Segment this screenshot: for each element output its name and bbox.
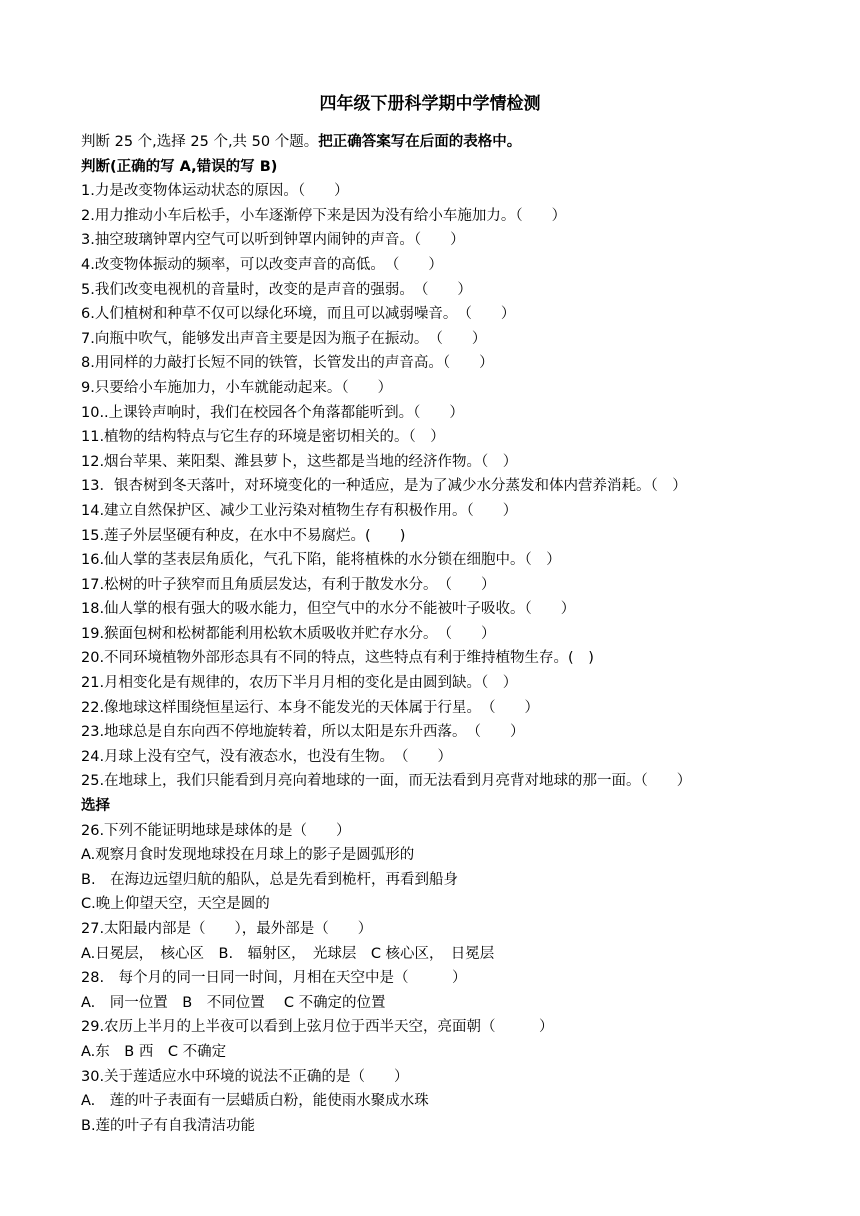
judge-item: 3.抽空玻璃钟罩内空气可以听到钟罩内闹钟的声音。（ ） xyxy=(81,232,465,249)
judge-item: 4.改变物体振动的频率，可以改变声音的高低。 （ ） xyxy=(81,256,443,273)
judge-item: 20.不同环境植物外部形态具有不同的特点，这些特点有利于维持植物生存。( ) xyxy=(81,650,594,667)
exam-content xyxy=(81,130,841,1138)
judge-item: 25.在地球上，我们只能看到月亮向着地球的一面，而无法看到月亮背对地球的那一面。（ ） xyxy=(81,773,692,790)
choice-list xyxy=(81,819,841,1139)
intro-line xyxy=(81,130,841,155)
judge-item: 8.用同样的力敲打长短不同的铁管，长管发出的声音高。（ ） xyxy=(81,355,494,372)
judge-item: 22.像地球这样围绕恒星运行、本身不能发光的天体属于行星。 （ ） xyxy=(81,699,540,716)
choice-option: C.晚上仰望天空，天空是圆的 xyxy=(81,896,270,913)
judge-section-heading: 判断(正确的写 A,错误的写 B) xyxy=(81,158,278,175)
judge-item: 24.月球上没有空气，没有液态水，也没有生物。 （ ） xyxy=(81,748,453,765)
judge-item: 12.烟台苹果、莱阳梨、潍县萝卜，这些都是当地的经济作物。（ ） xyxy=(81,453,518,470)
judge-item: 14.建立自然保护区、减少工业污染对植物生存有积极作用。（ ） xyxy=(81,502,518,519)
judge-item: 21.月相变化是有规律的，农历下半月月相的变化是由圆到缺。（ ） xyxy=(81,675,518,692)
judge-item: 16.仙人掌的茎表层角质化，气孔下陷，能将植株的水分锁在细胞中。（ ） xyxy=(81,552,561,569)
choice-question: 27.太阳最内部是（ ），最外部是（ ） xyxy=(81,921,373,937)
exam-title: 四年级下册科学期中学情检测 xyxy=(319,94,541,114)
judge-item: 10..上课铃声响时，我们在校园各个角落都能听到。（ ） xyxy=(81,404,464,421)
judge-item: 15.莲子外层坚硬有种皮，在水中不易腐烂。( ) xyxy=(81,527,406,544)
choice-option: B.莲的叶子有自我清洁功能 xyxy=(81,1117,256,1134)
judge-item: 11.植物的结构特点与它生存的环境是密切相关的。（ ） xyxy=(81,429,445,446)
judge-item: 1.力是改变物体运动状态的原因。（ ） xyxy=(81,183,349,200)
intro-text: 判断 25 个,选择 25 个,共 50 个题。 xyxy=(81,134,319,150)
judge-item: 5.我们改变电视机的音量时，改变的是声音的强弱。 （ ） xyxy=(81,281,472,298)
choice-question: 30.关于莲适应水中环境的说法不正确的是（ ） xyxy=(81,1068,409,1085)
choice-option: A.观察月食时发现地球投在月球上的影子是圆弧形的 xyxy=(81,847,415,864)
judge-item: 9.只要给小车施加力，小车就能动起来。（ ） xyxy=(81,379,393,396)
judge-item: 6.人们植树和种草不仅可以绿化环境，而且可以减弱噪音。 （ ） xyxy=(81,306,516,323)
choice-option: A.东 B 西 C 不确定 xyxy=(81,1043,227,1060)
judge-item: 2.用力推动小车后松手，小车逐渐停下来是因为没有给小车施加力。（ ） xyxy=(81,207,567,224)
judge-item: 18.仙人掌的根有强大的吸水能力，但空气中的水分不能被叶子吸收。（ ） xyxy=(81,601,576,618)
judge-item: 17.松树的叶子狭窄而且角质层发达，有利于散发水分。 （ ） xyxy=(81,576,496,593)
choice-question: 29.农历上半月的上半夜可以看到上弦月位于西半天空，亮面朝（ ） xyxy=(81,1019,554,1036)
choice-option: B. 在海边远望归航的船队，总是先看到桅杆，再看到船身 xyxy=(81,871,459,888)
judge-list xyxy=(81,179,841,794)
choice-option: A. 莲的叶子表面有一层蜡质白粉，能使雨水聚成水珠 xyxy=(81,1093,429,1110)
choice-question: 28. 每个月的同一日同一时间，月相在天空中是（ ） xyxy=(81,970,467,987)
choice-section-heading: 选择 xyxy=(81,798,110,815)
intro-instruction: 把正确答案写在后面的表格中。 xyxy=(318,134,522,150)
choice-option: A. 同一位置 B 不同位置 C 不确定的位置 xyxy=(81,994,386,1011)
choice-option: A.日冕层， 核心区 B. 辐射区， 光球层 C 核心区， 日冕层 xyxy=(81,945,495,962)
judge-item: 7.向瓶中吹气，能够发出声音主要是因为瓶子在振动。 （ ） xyxy=(81,330,487,347)
choice-question: 26.下列不能证明地球是球体的是（ ） xyxy=(81,822,351,839)
judge-item: 23.地球总是自东向西不停地旋转着，所以太阳是东升西落。 （ ） xyxy=(81,724,525,741)
judge-item: 19.猴面包树和松树都能利用松软木质吸收并贮存水分。 （ ） xyxy=(81,625,496,642)
judge-item: 13．银杏树到冬天落叶，对环境变化的一种适应，是为了减少水分蒸发和体内营养消耗。（ ） xyxy=(81,478,687,495)
